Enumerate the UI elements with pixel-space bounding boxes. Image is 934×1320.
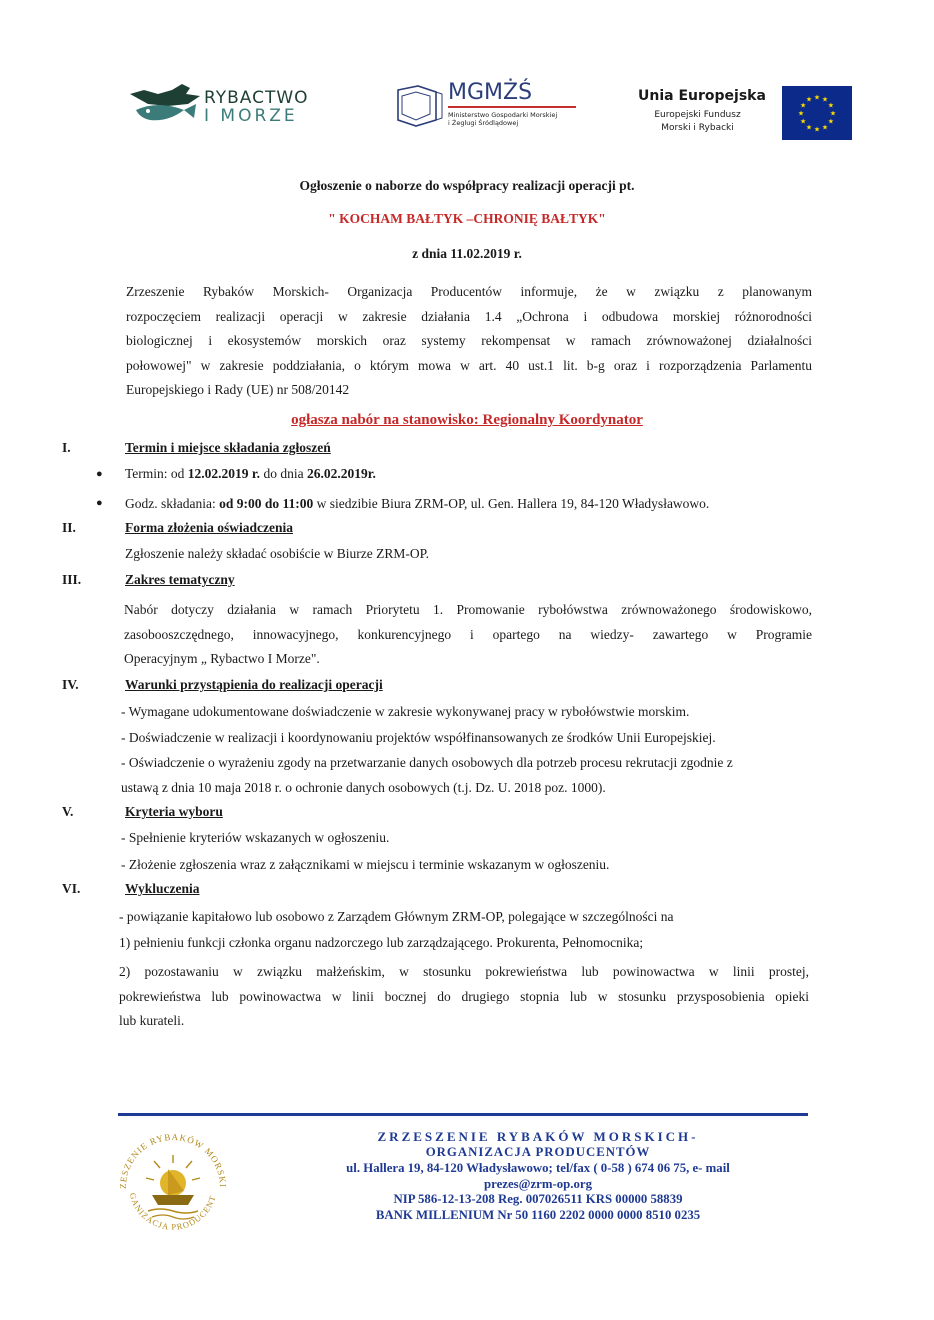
eu-stars-icon: [782, 86, 852, 140]
eu-star-icon: ★: [827, 101, 835, 110]
term-start: 12.02.2019 r.: [187, 466, 261, 481]
rybactwo-logo-line1: RYBACTWO: [204, 88, 309, 108]
eu-star-icon: ★: [821, 123, 829, 132]
section-4-numeral: IV.: [62, 677, 79, 692]
section-4-line: - Oświadczenie o wyrażeniu zgody na przetwarzanie danych osobowych dla potrzeb procesu rekrutacji zgodnie z: [121, 755, 733, 770]
eu-logo-title: Unia Europejska: [638, 88, 766, 104]
intro-line: rozpoczęciem realizacji operacji w zakresie działania 1.4 „Ochrona i odbudowa morskiej różnorodności: [126, 308, 812, 324]
intro-paragraph: [126, 280, 812, 403]
section-5-numeral: V.: [62, 804, 74, 819]
section-5-line: - Spełnienie kryteriów wskazanych w ogłoszeniu.: [121, 830, 390, 845]
doc-title-line1: Ogłoszenie o naborze do współpracy realizacji operacji pt.: [299, 178, 635, 193]
footer-email: prezes@zrm-op.org: [484, 1177, 592, 1191]
section-4-line: - Doświadczenie w realizacji i koordynowaniu projektów współfinansowanych ze środków Unii Europejskiej.: [121, 730, 716, 745]
hours-label: Godz. składania:: [125, 496, 220, 511]
eu-star-icon: ★: [799, 117, 807, 126]
ministry-logo-title: MGMŻŚ: [448, 80, 533, 105]
bullet-icon: ●: [96, 468, 103, 480]
section-5-title: Kryteria wyboru: [125, 804, 223, 819]
eu-star-icon: ★: [797, 109, 805, 118]
doc-title-date: z dnia 11.02.2019 r.: [412, 246, 522, 261]
fish-boat-icon: [128, 80, 202, 130]
term-line: [125, 466, 376, 482]
footer-bank: BANK MILLENIUM Nr 50 1160 2202 0000 0000 8510 0235: [375, 1208, 701, 1222]
section-6-line: 2) pozostawaniu w związku małżeńskim, w stosunku pokrewieństwa lub powinowactwa w linii prostej,: [119, 964, 809, 979]
section-6-line: lub kurateli.: [119, 1013, 185, 1028]
section-6-text: [119, 960, 809, 1034]
doc-title-operation-name: " KOCHAM BAŁTYK –CHRONIĘ BAŁTYK": [328, 211, 606, 226]
term-to: do dnia: [260, 466, 307, 481]
rybactwo-logo-line2: I MORZE: [204, 106, 298, 126]
hours-place: w siedzibie Biura ZRM-OP, ul. Gen. Hallera 19, 84-120 Władysławowo.: [313, 496, 710, 511]
bullet-icon: ●: [96, 497, 103, 509]
section-4-line: - Wymagane udokumentowane doświadczenie w zakresie wykonywanej pracy w rybołówstwie morskim.: [121, 704, 690, 719]
organization-seal-logo: [108, 1125, 238, 1245]
section-4-title: Warunki przystąpienia do realizacji operacji: [125, 677, 383, 692]
intro-line: Europejskiego i Rady (UE) nr 508/20142: [126, 382, 350, 397]
ministry-logo-bar: [448, 106, 576, 108]
eu-star-icon: ★: [805, 123, 813, 132]
footer-divider: [118, 1113, 808, 1116]
seal-text-bottom: GANIZACJA PRODUCENT: [127, 1191, 218, 1232]
section-3-title: Zakres tematyczny: [125, 572, 235, 587]
section-3-text: [124, 598, 812, 672]
eu-logo: [634, 86, 854, 144]
section-3-line: Operacyjnym „ Rybactwo I Morze".: [124, 651, 320, 666]
eu-star-icon: ★: [821, 95, 829, 104]
section-2-numeral: II.: [62, 520, 76, 535]
hours-line: [125, 496, 709, 512]
section-2-text: Zgłoszenie należy składać osobiście w Biurze ZRM-OP.: [125, 546, 430, 561]
section-1-title: Termin i miejsce składania zgłoszeń: [125, 440, 331, 455]
eu-star-icon: ★: [813, 125, 821, 134]
footer-registry: NIP 586-12-13-208 Reg. 007026511 KRS 00000 58839: [393, 1192, 683, 1206]
eu-logo-sub1: Europejski Fundusz: [654, 110, 741, 120]
section-3-line: Nabór dotyczy działania w ramach Priorytetu 1. Promowanie rybołówstwa zrównoważonego środowiskowo,: [124, 602, 812, 617]
eu-flag: [782, 86, 852, 140]
hours-value: od 9:00 do 11:00: [219, 496, 314, 511]
section-3-numeral: III.: [62, 572, 82, 587]
term-label: Termin: od: [125, 466, 188, 481]
section-6-line: 1) pełnieniu funkcji członka organu nadzorczego lub zarządzającego. Prokurenta, Pełnomocnika;: [119, 935, 644, 950]
eu-star-icon: ★: [805, 95, 813, 104]
sun-boat-icon: [146, 1155, 200, 1219]
seal-text-top: ZESZENIE RYBAKÓW MORSKI: [117, 1131, 229, 1190]
ministry-logo-subtitle: [448, 111, 557, 127]
announcement: ogłasza nabór na stanowisko: Regionalny Koordynator: [291, 412, 643, 428]
section-2-title: Forma złożenia oświadczenia: [125, 520, 293, 535]
section-6-line: pokrewieństwa lub powinowactwa w linii bocznej do drugiego stopnia lub w stosunku przysposobienia opieki: [119, 988, 809, 1004]
ministry-logo-sub1: Ministerstwo Gospodarki Morskiej: [448, 111, 558, 119]
ministry-logo-sub2: i Żeglugi Śródlądowej: [448, 119, 519, 127]
section-5-line: - Złożenie zgłoszenia wraz z załącznikami w miejscu i terminie wskazanym w ogłoszeniu.: [121, 857, 610, 872]
intro-line: Zrzeszenie Rybaków Morskich- Organizacja Producentów informuje, że w związku z planowanym: [126, 284, 812, 299]
section-1-numeral: I.: [62, 440, 71, 455]
intro-line: biologicznej i ekosystemów morskich oraz systemy rekompensat w ramach zrównoważonej działalności: [126, 333, 812, 348]
footer-address: ul. Hallera 19, 84-120 Władysławowo; tel/fax ( 0-58 ) 674 06 75, e- mail: [346, 1161, 730, 1175]
section-6-numeral: VI.: [62, 881, 81, 896]
section-4-line: ustawą z dnia 10 maja 2018 r. o ochronie danych osobowych (t.j. Dz. U. 2018 poz. 1000).: [121, 780, 606, 795]
rybactwo-i-morze-logo: [128, 80, 328, 130]
section-6-line: - powiązanie kapitałowo lub osobowo z Zarządem Głównym ZRM-OP, polegające w szczególności na: [119, 909, 674, 924]
section-3-line: zasobooszczędnego, innowacyjnego, konkurencyjnego i opartego na wiedzy- zawartego w Programie: [124, 626, 812, 642]
term-end: 26.02.2019r.: [306, 466, 376, 481]
eu-logo-sub2: Morski i Rybacki: [661, 123, 734, 133]
eu-star-icon: ★: [829, 109, 837, 118]
eu-star-icon: ★: [799, 101, 807, 110]
ministry-emblem-icon: [396, 84, 444, 128]
eu-star-icon: ★: [827, 117, 835, 126]
eu-star-icon: ★: [813, 93, 821, 102]
section-6-title: Wykluczenia: [125, 881, 200, 896]
eu-logo-subtitle: [640, 109, 755, 135]
intro-line: połowowej" w zakresie poddziałania, o którym mowa w art. 40 ust.1 lit. b-g oraz i rozporządzenia Parlamentu: [126, 357, 812, 373]
footer-org-subtitle: ORGANIZACJA PRODUCENTÓW: [425, 1145, 651, 1159]
footer-org-name: ZRZESZENIE RYBAKÓW MORSKICH-: [377, 1129, 699, 1144]
ministry-logo: [396, 80, 586, 130]
